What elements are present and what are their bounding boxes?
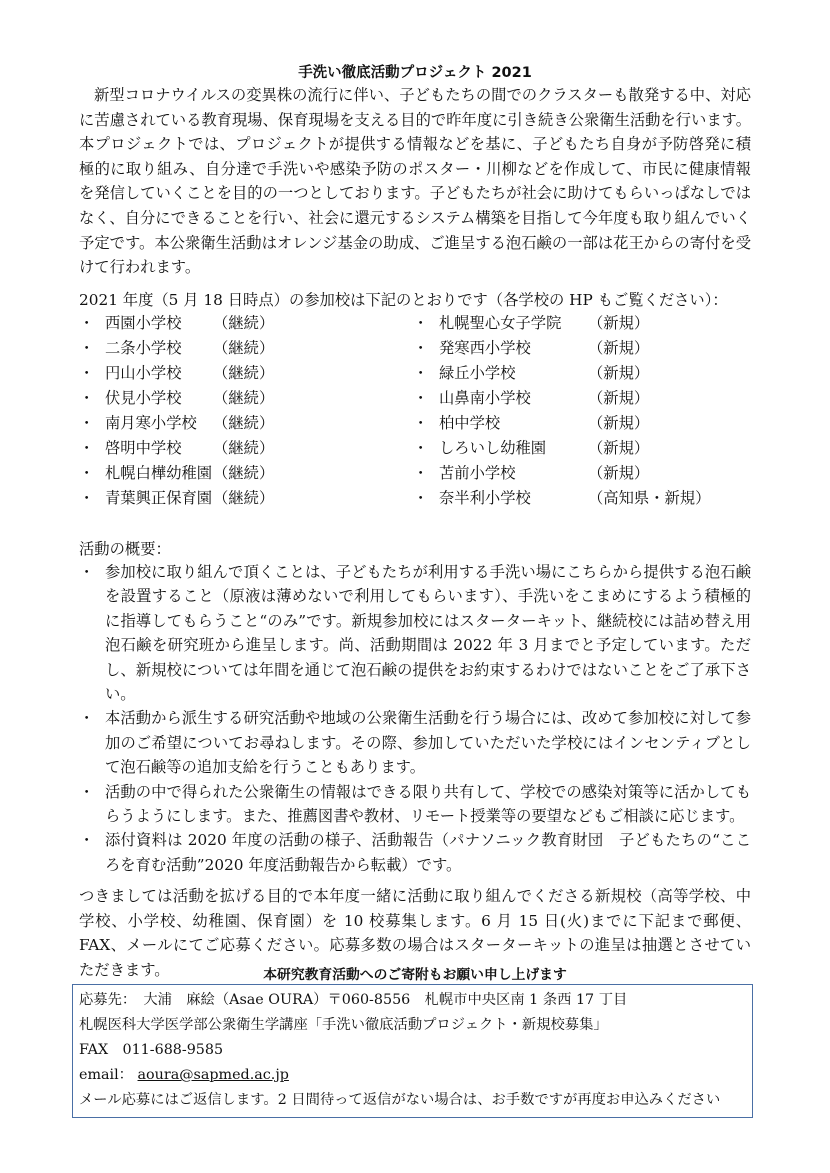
school-item: ・ 円山小学校 （継続）: [79, 364, 275, 382]
contact-box: [72, 984, 753, 1118]
intro-paragraph: 新型コロナウイルスの変異株の流行に伴い、子どもたちの間でのクラスターも散発する中、対応に苦慮されている教育現場、保育現場を支える目的で昨年度に引き続き公衆衛生活動を行います。本プロジェクトでは、プロジェクトが提供する情報などを基に、子どもたち自身が予防啓発に積極的に取り組み、自分達で手洗いや感染予防のポスター・川柳などを作成して、市民に健康情報を発信していくことを目的の一つとしております。子どもたちが社会に助けてもらいっぱなしではなく、自分にできることを行い、社会に還元するシステム構築を目指して今年度も取り組んでいく予定です。本公衆衛生活動はオレンジ基金の助成、ご進呈する泡石鹸の一部は花王からの寄付を受けて行われます。: [79, 86, 751, 277]
contact-email-row: [79, 1064, 289, 1084]
school-item: ・ 南月寒小学校 （継続）: [79, 414, 275, 432]
school-item: ・ 青葉興正保育園 （継続）: [79, 489, 275, 507]
overview-item: ・ 活動の中で得られた公衆衛生の情報はできる限り共有して、学校での感染対策等に活かしてもらうようにします。また、推薦図書や教材、リモート授業等の要望などもご相談に応じます。: [79, 782, 751, 826]
donation-appeal: 本研究教育活動へのご寄附もお願い申し上げます: [263, 967, 567, 983]
school-item: ・ 苫前小学校 （新規）: [413, 464, 650, 482]
contact-address: 応募先： 大浦 麻絵（Asae OURA）〒060-8556 札幌市中央区南 1 条西 17 丁目: [79, 992, 628, 1008]
school-item: ・ 伏見小学校 （継続）: [79, 389, 275, 407]
overview-item: ・ 添付資料は 2020 年度の活動の様子、活動報告（パナソニック教育財団 子どもたちの“こころを育む活動”2020 年度活動報告から転載）です。: [79, 831, 751, 874]
closing-paragraph: つきましては活動を拡げる目的で本年度一緒に活動に取り組んでくださる新規校（高等学校、中学校、小学校、幼稚園、保育園）を 10 校募集します。6 月 15 日(火)までに下記まで郵便、FAX、メールにてご応募ください。応募多数の場合はスターターキットの進呈は抽選とさせていただきます。: [79, 887, 751, 979]
contact-fax: FAX 011-688-9585: [79, 1042, 224, 1058]
document-title: 手洗い徹底活動プロジェクト 2021: [298, 65, 532, 81]
school-item: ・ 緑丘小学校 （新規）: [413, 364, 650, 382]
email-link[interactable]: aoura@sapmed.ac.jp: [137, 1067, 289, 1083]
overview-item: ・ 本活動から派生する研究活動や地域の公衆衛生活動を行う場合には、改めて参加校に対して参加のご希望についてお尋ねします。その際、参加していただいた学校にはインセンティブとして泡石鹸等の追加支給を行うこともあります。: [79, 709, 751, 777]
school-item: ・ 札幌聖心女子学院 （新規）: [413, 314, 650, 332]
overview-heading: 活動の概要：: [79, 540, 171, 558]
contact-department: 札幌医科大学医学部公衆衛生学講座「手洗い徹底活動プロジェクト・新規校募集」: [79, 1017, 608, 1033]
school-item: ・ 西園小学校 （継続）: [79, 314, 275, 332]
overview-item: ・ 参加校に取り組んで頂くことは、子どもたちが利用する手洗い場にこちらから提供する泡石鹸を設置すること（原液は薄めないで利用してもらいます）、手洗いをこまめにするよう積極的に指導してもらうこと“のみ”です。新規参加校にはスターターキット、継続校には詰め替え用泡石鹸を研究班から進呈します。尚、活動期間は 2022 年 3 月までと予定しています。ただし、新規校については年間を通じて泡石鹸の提供をお約束するわけではないことをご了承下さい。: [79, 563, 751, 704]
school-item: ・ 啓明中学校 （継続）: [79, 439, 275, 457]
school-item: ・ 山鼻南小学校 （新規）: [413, 389, 650, 407]
contact-note: メール応募にはご返信します。2 日間待って返信がない場合は、お手数ですが再度お申込みください: [79, 1092, 721, 1108]
schools-heading: 2021 年度（5 月 18 日時点）の参加校は下記のとおりです（各学校の HP もご覧ください）：: [79, 291, 728, 309]
school-item: ・ 発寒西小学校 （新規）: [413, 339, 650, 357]
school-item: ・ 柏中学校 （新規）: [413, 414, 650, 432]
email-label: email：: [79, 1067, 133, 1083]
school-list-left: [79, 311, 379, 511]
school-item: ・ しろいし幼稚園 （新規）: [413, 439, 650, 457]
school-item: ・ 二条小学校 （継続）: [79, 339, 275, 357]
school-item: ・ 札幌白樺幼稚園 （継続）: [79, 464, 275, 482]
overview-list: [79, 560, 751, 877]
school-list-right: [413, 311, 753, 511]
school-item: ・ 奈半利小学校 （高知県・新規）: [413, 489, 711, 507]
